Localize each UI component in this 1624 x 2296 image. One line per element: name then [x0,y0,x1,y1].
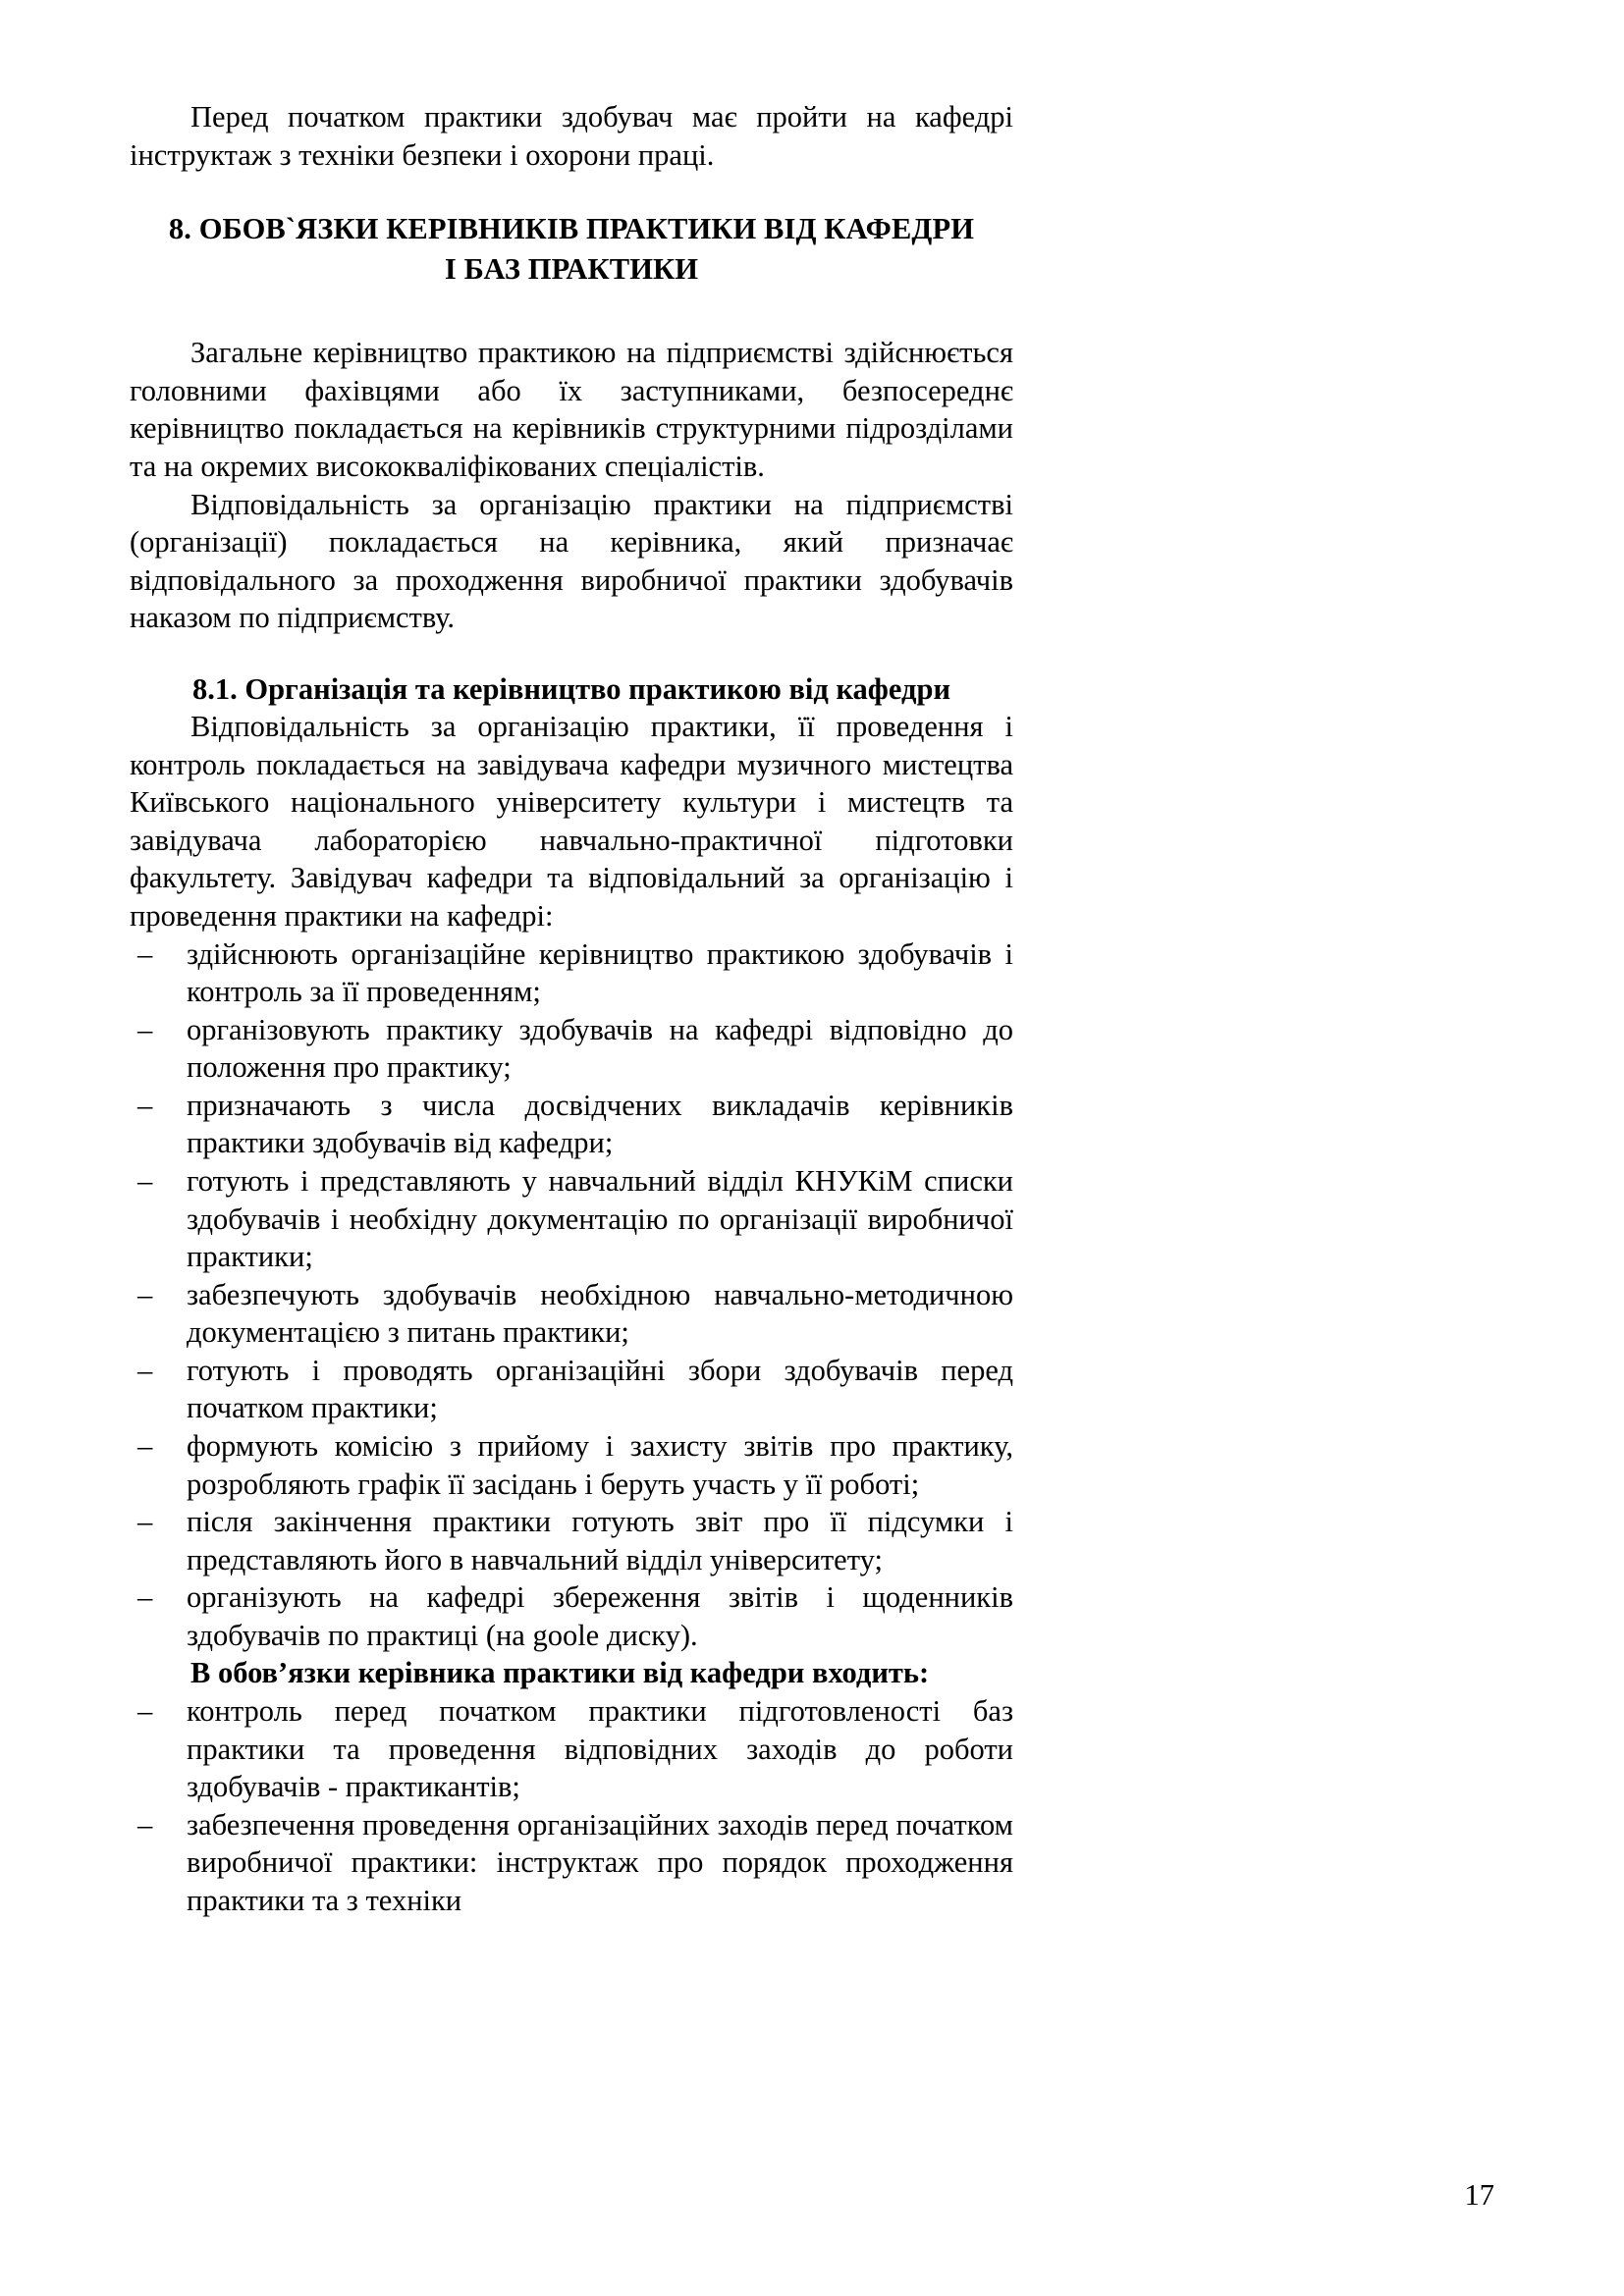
page-number: 17 [1464,2177,1494,2212]
dash-bullet-icon: – [137,1580,153,1615]
page-content [130,98,1013,1920]
list-item-text: організують на кафедрі збереження звітів і щоденників здобувачів по практиці (на goole диску). [187,1580,1013,1652]
list-item-text: готують і проводять організаційні збори здобувачів перед початком практики; [187,1353,1013,1425]
list-item-text: забезпечують здобувачів необхідною навчально-методичною документацією з питань практики; [187,1277,1013,1350]
supervisor-duties-list [130,1692,1013,1919]
dash-bullet-icon: – [137,1012,153,1046]
section-heading [130,209,1013,289]
paragraph-subsection-intro: Відповідальність за організацію практики, її проведення і контроль покладається на завідувача кафедри музичного мистецтва Київського національного університету культури і мистецтв та завідувача лабораторією навчально-практичної підготовки факультету. Завідувач кафедри та відповідальний за організацію і проведення практики на кафедрі: [130,710,1013,933]
list-item [130,1276,1013,1352]
dash-bullet-icon: – [137,1353,153,1387]
dash-bullet-icon: – [137,1429,153,1464]
list-item-text: забезпечення проведення організаційних заходів перед початком виробничої практики: інструктаж про порядок проходження практики та з техніки [187,1807,1013,1917]
list-item [130,1352,1013,1427]
list-item [130,1692,1013,1806]
list-item [130,1578,1013,1654]
supervisor-duties-lead: В обов’язки керівника практики від кафедри входить: [190,1656,930,1690]
list-item [130,1503,1013,1578]
list-item-text: формують комісію з прийому і захисту звітів про практику, розробляють графік її засідань і беруть участь у її роботі; [187,1429,1013,1501]
dash-bullet-icon: – [137,936,153,971]
dash-bullet-icon: – [137,1505,153,1539]
dash-bullet-icon: – [137,1163,153,1198]
paragraph-responsibility: Відповідальність за організацію практики на підприємстві (організації) покладається на керівника, який призначає відповідального за проходження виробничої практики здобувачів наказом по підприємству. [130,487,1013,635]
section-heading-line-1: 8. ОБОВ`ЯЗКИ КЕРІВНИКІВ ПРАКТИКИ ВІД КАФЕДРИ [168,212,975,246]
list-item-text: після закінчення практики готують звіт про її підсумки і представляють його в навчальний відділ університету; [187,1505,1013,1576]
dash-bullet-icon: – [137,1088,153,1122]
dash-bullet-icon: – [137,1807,153,1842]
list-item-text: здійснюють організаційне керівництво практикою здобувачів і контроль за її проведенням; [187,936,1013,1009]
intro-paragraph: Перед початком практики здобувач має пройти на кафедрі інструктаж з техніки безпеки і охорони праці. [130,100,1013,172]
list-item [130,935,1013,1011]
section-heading-line-2: І БАЗ ПРАКТИКИ [444,251,699,286]
list-item [130,1162,1013,1276]
list-item-text: організовують практику здобувачів на кафедрі відповідно до положення про практику; [187,1012,1013,1085]
dash-bullet-icon: – [137,1277,153,1311]
subsection-heading-8-1: 8.1. Організація та керівництво практикою від кафедри [191,671,951,706]
list-item-text: контроль перед початком практики підготовленості баз практики та проведення відповідних заходів до роботи здобувачів - практикантів; [187,1694,1013,1804]
duties-list [130,935,1013,1655]
list-item-text: призначають з числа досвідчених викладачів керівників практики здобувачів від кафедри; [187,1088,1013,1160]
list-item [130,1427,1013,1503]
list-item [130,1087,1013,1162]
heading-spacer [130,289,1013,334]
list-item-text: готують і представляють у навчальний відділ КНУКіМ списки здобувачів і необхідну документацію по організації виробничої практики; [187,1163,1013,1274]
paragraph-general-management: Загальне керівництво практикою на підприємстві здійснюється головними фахівцями або їх заступниками, безпосереднє керівництво покладається на керівників структурними підрозділами та на окремих висококваліфікованих спеціалістів. [130,336,1013,484]
list-item [130,1806,1013,1920]
list-item [130,1011,1013,1087]
dash-bullet-icon: – [137,1694,153,1729]
